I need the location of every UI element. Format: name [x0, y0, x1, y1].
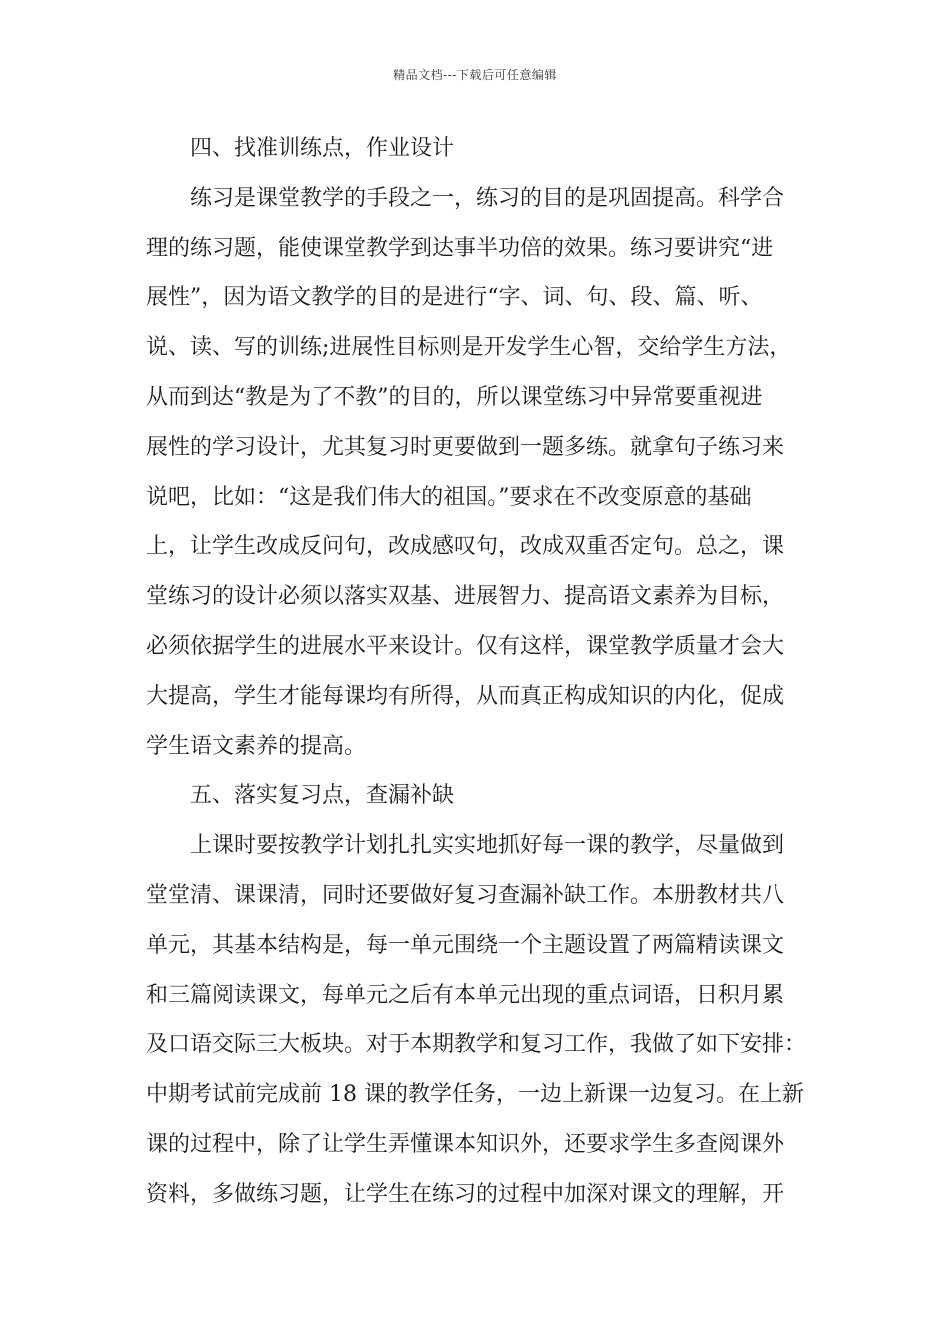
- body-text: [146, 124, 808, 1220]
- paragraph-line: 及口语交际三大板块。对于本期教学和复习工作，我做了如下安排：: [146, 1032, 807, 1058]
- paragraph-line: 展性”，因为语文教学的目的是进行“字、词、句、段、篇、听、: [146, 285, 763, 311]
- paragraph-line: 理的练习题，能使课堂教学到达事半功倍的效果。练习要讲究“进: [146, 235, 774, 261]
- paragraph-line: 展性的学习设计，尤其复习时更要做到一题多练。就拿句子练习来: [146, 434, 785, 460]
- page-header: 精品文档---下载后可任意编辑: [393, 68, 557, 82]
- paragraph-line: 课的过程中，除了让学生弄懂课本知识外，还要求学生多查阅课外: [146, 1131, 785, 1157]
- section-heading: 四、找准训练点，作业设计: [190, 136, 455, 161]
- paragraph-line: 必须依据学生的进展水平来设计。仅有这样，课堂教学质量才会大: [146, 633, 785, 659]
- paragraph-line: 资料，多做练习题，让学生在练习的过程中加深对课文的理解，开: [146, 1181, 785, 1207]
- section-heading: 五、落实复习点，查漏补缺: [190, 783, 455, 809]
- paragraph-line: 堂堂清、课课清，同时还要做好复习查漏补缺工作。本册教材共八: [146, 882, 785, 908]
- paragraph-line: 说、读、写的训练;进展性目标则是开发学生心智，交给学生方法，: [146, 335, 792, 361]
- paragraph-line: 中期考试前完成前 18 课的教学任务，一边上新课一边复习。在上新: [146, 1082, 804, 1108]
- paragraph-line: 从而到达“教是为了不教”的目的，所以课堂练习中异常要重视进: [146, 384, 763, 410]
- paragraph-line: 堂练习的设计必须以落实双基、进展智力、提高语文素养为目标，: [146, 584, 785, 610]
- paragraph-line: 大提高，学生才能每课均有所得，从而真正构成知识的内化，促成: [146, 683, 785, 709]
- paragraph-line: 练习是课堂教学的手段之一，练习的目的是巩固提高。科学合: [190, 185, 785, 211]
- paragraph-line: 上课时要按教学计划扎扎实实地抓好每一课的教学，尽量做到: [190, 833, 785, 859]
- paragraph-line: 学生语文素养的提高。: [146, 733, 367, 759]
- paragraph-line: 说吧，比如：“这是我们伟大的祖国。”要求在不改变原意的基础: [146, 484, 752, 510]
- paragraph-line: 上，让学生改成反问句，改成感叹句，改成双重否定句。总之，课: [146, 534, 785, 560]
- paragraph-line: 和三篇阅读课文，每单元之后有本单元出现的重点词语，日积月累: [146, 982, 785, 1008]
- paragraph-line: 单元，其基本结构是，每一单元围绕一个主题设置了两篇精读课文: [146, 932, 785, 958]
